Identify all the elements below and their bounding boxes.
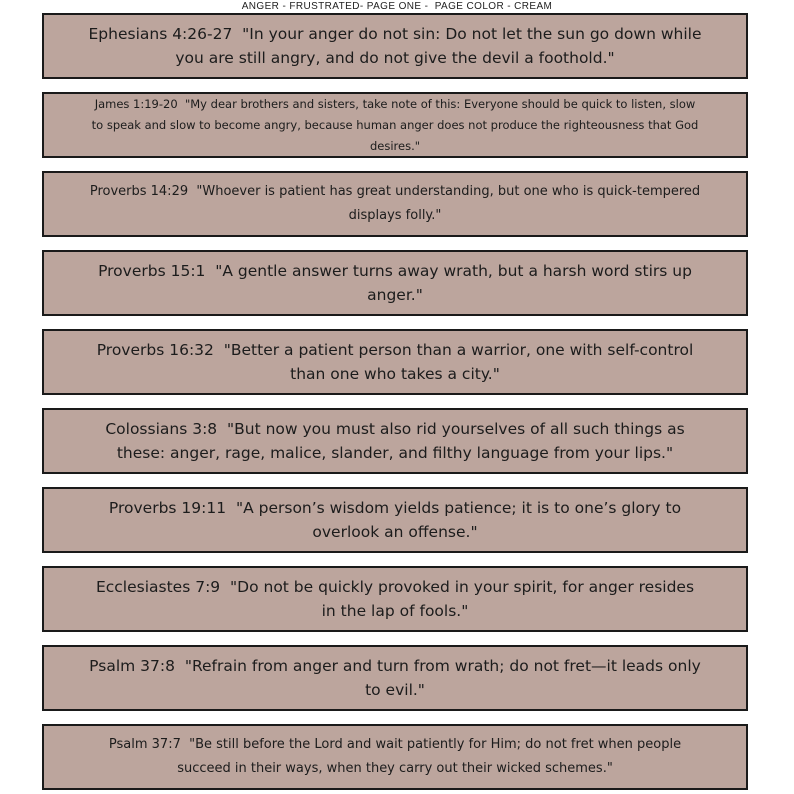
verse-text: Psalm 37:8 "Refrain from anger and turn from wrath; do not fret—it leads only to evil." <box>89 657 706 699</box>
verse-text: Psalm 37:7 "Be still before the Lord and wait patiently for Him; do not fret when people succeed in their ways, when they carry out their wicked schemes." <box>108 737 686 776</box>
page-header: ANGER - FRUSTRATED- PAGE ONE - PAGE COLOR - CREAM <box>241 1 553 12</box>
verse-card <box>42 92 748 158</box>
verse-card <box>42 487 748 553</box>
verse-text: Proverbs 19:11 "A person’s wisdom yields patience; it is to one’s glory to overlook an offense." <box>108 499 687 541</box>
verse-card <box>42 566 748 632</box>
verse-card <box>42 329 748 395</box>
verse-card <box>42 645 748 711</box>
verse-text: Proverbs 14:29 "Whoever is patient has great understanding, but one who is quick-tempered displays folly." <box>89 184 705 223</box>
verse-text: Ecclesiastes 7:9 "Do not be quickly provoked in your spirit, for anger resides in the lap of fools." <box>95 578 699 620</box>
verse-card <box>42 250 748 316</box>
verse-text: Colossians 3:8 "But now you must also rid yourselves of all such things as these: anger, rage, malice, slander, and filthy language from your lips." <box>105 420 690 462</box>
verse-card <box>42 171 748 237</box>
verse-text: Proverbs 15:1 "A gentle answer turns away wrath, but a harsh word stirs up anger." <box>98 262 697 304</box>
verse-text: Ephesians 4:26-27 "In your anger do not sin: Do not let the sun go down while you are still angry, and do not give the devil a foothold." <box>88 25 707 67</box>
verse-card <box>42 13 748 79</box>
verse-card <box>42 724 748 790</box>
verse-text: James 1:19-20 "My dear brothers and sisters, take note of this: Everyone should be quick to listen, slow to speak and slow to become angry, because human anger does not produce the righteousness that God desires." <box>91 96 702 153</box>
verse-card <box>42 408 748 474</box>
verse-text: Proverbs 16:32 "Better a patient person than a warrior, one with self-control than one who takes a city." <box>96 341 699 383</box>
